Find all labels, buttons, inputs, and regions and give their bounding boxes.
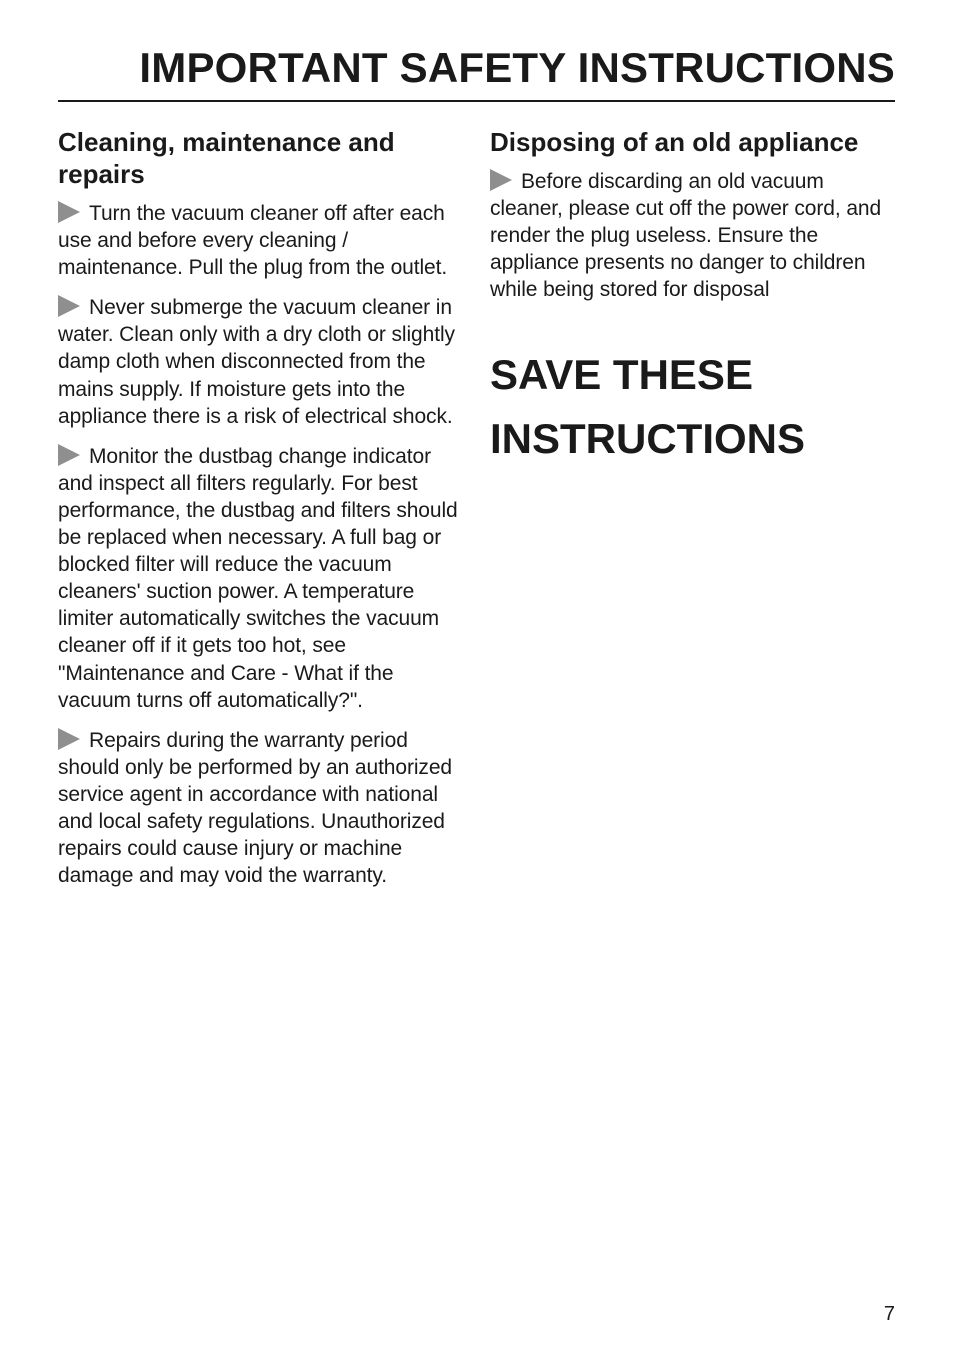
page-title: IMPORTANT SAFETY INSTRUCTIONS xyxy=(139,44,895,91)
instruction-paragraph xyxy=(58,200,470,281)
instruction-text: Repairs during the warranty period should only be performed by an authorized service agent in accordance with national and local safety regulations. Unauthorized repairs could cause injury or machine damage and may void the warranty. xyxy=(58,728,452,888)
triangle-arrow-icon xyxy=(58,728,80,750)
instruction-text: Before discarding an old vacuum cleaner, please cut off the power cord, and render the plug useless. Ensure the appliance presents no danger to children while being stored for disposal xyxy=(490,170,882,302)
triangle-arrow-icon xyxy=(58,295,80,317)
triangle-arrow-icon xyxy=(58,444,80,466)
page-header xyxy=(58,42,895,102)
instruction-paragraph xyxy=(58,727,470,890)
instruction-paragraph xyxy=(58,443,470,714)
instruction-text: Turn the vacuum cleaner off after each use and before every cleaning / maintenance. Pull the plug from the outlet. xyxy=(58,202,448,280)
instruction-text: Monitor the dustbag change indicator and inspect all filters regularly. For best performance, the dustbag and filters should be replaced when necessary. A full bag or blocked filter will reduce the vacuum cleaners' suction power. A temperature limiter automatically switches the vacuum cleaner off if it gets too hot, see "Maintenance and Care - What if the vacuum turns off automatically?". xyxy=(58,444,458,712)
save-heading-line: INSTRUCTIONS xyxy=(490,415,805,463)
instruction-paragraph xyxy=(58,294,470,429)
triangle-arrow-icon xyxy=(490,169,512,191)
save-heading-line: SAVE THESE xyxy=(490,351,753,399)
cleaning-heading: Cleaning, maintenance and repairs xyxy=(58,127,395,189)
save-instructions-heading xyxy=(490,343,900,471)
cleaning-section xyxy=(58,126,470,902)
disposal-heading: Disposing of an old appliance xyxy=(490,127,859,157)
triangle-arrow-icon xyxy=(58,201,80,223)
page-number: 7 xyxy=(883,1303,895,1325)
instruction-text: Never submerge the vacuum cleaner in water. Clean only with a dry cloth or slightly damp cloth when disconnected from the mains supply. If moisture gets into the appliance there is a risk of electrical shock. xyxy=(58,296,455,428)
disposal-section xyxy=(490,126,900,471)
instruction-paragraph xyxy=(490,168,900,303)
